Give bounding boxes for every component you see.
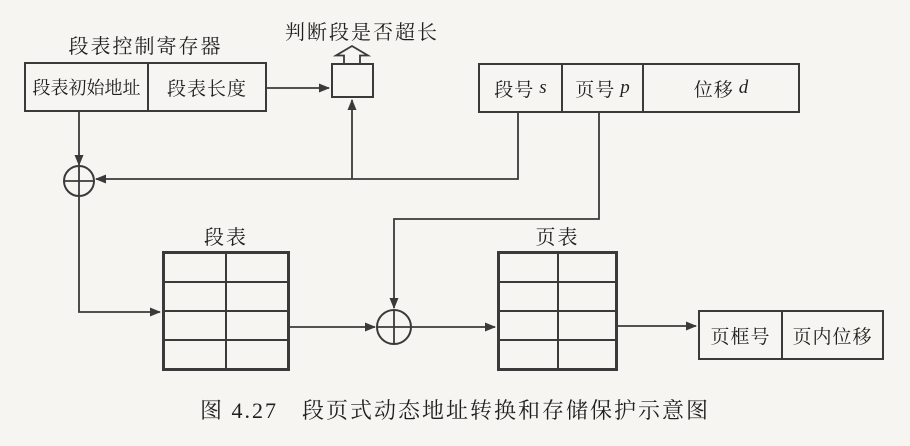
page-number-cell: [561, 65, 642, 111]
table-cell: [226, 282, 288, 311]
table-cell: [499, 253, 558, 282]
table-cell: [164, 282, 226, 311]
table-cell: [558, 340, 617, 369]
segment-table-base-address-cell: 段表初始地址: [32, 78, 141, 98]
connector-s-to-adder: [96, 113, 518, 179]
physical-address-register: [698, 310, 884, 360]
page-frame-number-cell: 页框号: [710, 326, 771, 348]
page-table-grid: [497, 251, 618, 371]
seg-ctrl-register-title: 段表控制寄存器: [68, 36, 223, 58]
displacement-var: d: [738, 77, 749, 98]
segment-number-cell: [480, 65, 561, 111]
table-cell: [164, 311, 226, 340]
page-table-label: 页表: [535, 227, 580, 249]
adder2-plus-icon: [377, 310, 411, 344]
page-number-label: 页号: [575, 79, 616, 101]
segment-table-length-cell: 段表长度: [147, 64, 265, 110]
table-cell: [558, 253, 617, 282]
table-cell: [226, 340, 288, 369]
overlength-checker-label: 判断段是否超长: [285, 22, 439, 44]
connector-adder-to-segment-table: [79, 196, 160, 312]
adder-plus-icon: [64, 166, 94, 196]
table-cell: [499, 282, 558, 311]
displacement-label: 位移: [693, 79, 734, 101]
segment-table-label: 段表: [204, 227, 248, 249]
figure-caption: 图 4.27 段页式动态地址转换和存储保护示意图: [199, 398, 710, 423]
table-cell: [226, 253, 288, 282]
segment-table-grid: [162, 251, 290, 371]
overlength-up-arrow-icon: [336, 46, 368, 64]
logical-address-register: [478, 63, 800, 113]
table-cell: [558, 282, 617, 311]
table-cell: [558, 311, 617, 340]
segment-number-label: 段号: [494, 79, 535, 101]
table-cell: [499, 340, 558, 369]
table-cell: [164, 253, 226, 282]
displacement-cell: [642, 65, 798, 111]
overlength-checker-box: [331, 63, 374, 98]
table-cell: [164, 340, 226, 369]
page-number-var: p: [620, 77, 630, 98]
table-cell: [499, 311, 558, 340]
table-cell: [226, 311, 288, 340]
page-offset-cell: 页内位移: [781, 312, 882, 358]
seg-ctrl-register: [24, 62, 267, 112]
segment-number-var: s: [539, 77, 547, 98]
